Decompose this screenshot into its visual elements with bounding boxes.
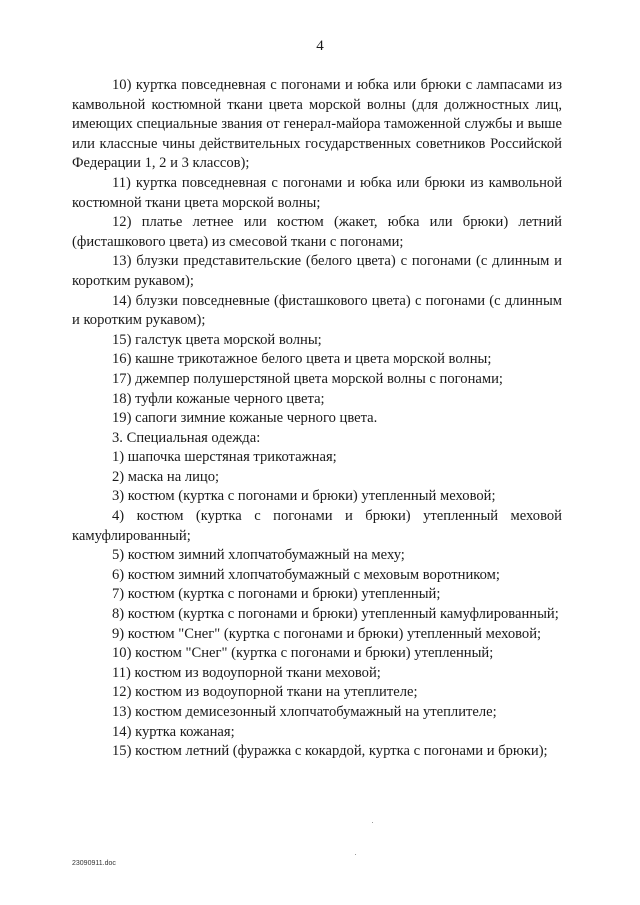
paragraph-item-10-jacket-skirt-stripes: 10) куртка повседневная с погонами и юбка или брюки с лампасами из камвольной костюмной ткани цвета морской волны (для должностных лиц, имеющих специальные звания от генерал-майора таможенной службы и выше или классные чины действительных государственных советников Российской Федерации 1, 2 и 3 классов); [72,77,562,172]
document-body [72,76,562,762]
paragraph-item-16-scarf: 16) кашне трикотажное белого цвета и цвета морской волны; [112,351,492,368]
paragraph-special-12-waterproof-suit: 12) костюм из водоупорной ткани на утеплителе; [112,684,418,701]
paragraph-special-5-winter-fur-suit: 5) костюм зимний хлопчатобумажный на меху; [112,547,405,564]
scan-speck [372,822,373,823]
paragraph-special-3-fur-suit: 3) костюм (куртка с погонами и брюки) утепленный меховой; [112,488,496,505]
paragraph-special-15-summer-suit: 15) костюм летний (фуражка с кокардой, куртка с погонами и брюки); [112,743,548,760]
scan-speck [355,854,356,855]
paragraph-special-2-face-mask: 2) маска на лицо; [112,468,220,485]
paragraph-special-6-winter-collar-suit: 6) костюм зимний хлопчатобумажный с меховым воротником; [112,566,500,583]
paragraph-item-11-jacket-skirt: 11) куртка повседневная с погонами и юбка или брюки из камвольной костюмной ткани цвета морской волны; [72,174,562,211]
paragraph-item-13-formal-blouses: 13) блузки представительские (белого цвета) с погонами (с длинным и коротким рукавом); [72,253,562,289]
paragraph-special-9-snow-fur-suit: 9) костюм "Снег" (куртка с погонами и брюки) утепленный меховой; [112,625,542,642]
paragraph-special-7-insulated-suit: 7) костюм (куртка с погонами и брюки) утепленный; [112,586,441,603]
page-number: 4 [316,38,324,54]
paragraph-item-19-boots: 19) сапоги зимние кожаные черного цвета. [112,410,378,427]
section-heading-special-clothing: 3. Специальная одежда: [112,429,261,446]
paragraph-item-17-jumper: 17) джемпер полушерстяной цвета морской волны с погонами; [112,370,503,387]
paragraph-special-10-snow-suit: 10) костюм "Снег" (куртка с погонами и брюки) утепленный; [112,645,494,662]
footer-filename: 23090911.doc [72,860,116,867]
paragraph-item-15-tie: 15) галстук цвета морской волны; [112,331,322,348]
paragraph-special-8-insulated-camo-suit: 8) костюм (куртка с погонами и брюки) утепленный камуфлированный; [112,606,559,623]
paragraph-item-18-shoes: 18) туфли кожаные черного цвета; [112,390,325,407]
paragraph-item-14-casual-blouses: 14) блузки повседневные (фисташкового цвета) с погонами (с длинным и коротким рукавом); [72,292,562,329]
paragraph-item-12-summer-dress: 12) платье летнее или костюм (жакет, юбка или брюки) летний (фисташкового цвета) из смесовой ткани с погонами; [72,214,562,250]
paragraph-special-13-demi-season-suit: 13) костюм демисезонный хлопчатобумажный на утеплителе; [112,704,497,720]
paragraph-special-11-waterproof-fur-suit: 11) костюм из водоупорной ткани меховой; [112,664,381,681]
paragraph-special-14-leather-jacket: 14) куртка кожаная; [112,723,235,740]
paragraph-special-1-cap: 1) шапочка шерстяная трикотажная; [112,449,337,466]
paragraph-special-4-fur-camo-suit: 4) костюм (куртка с погонами и брюки) утепленный меховой камуфлированный; [72,508,562,544]
